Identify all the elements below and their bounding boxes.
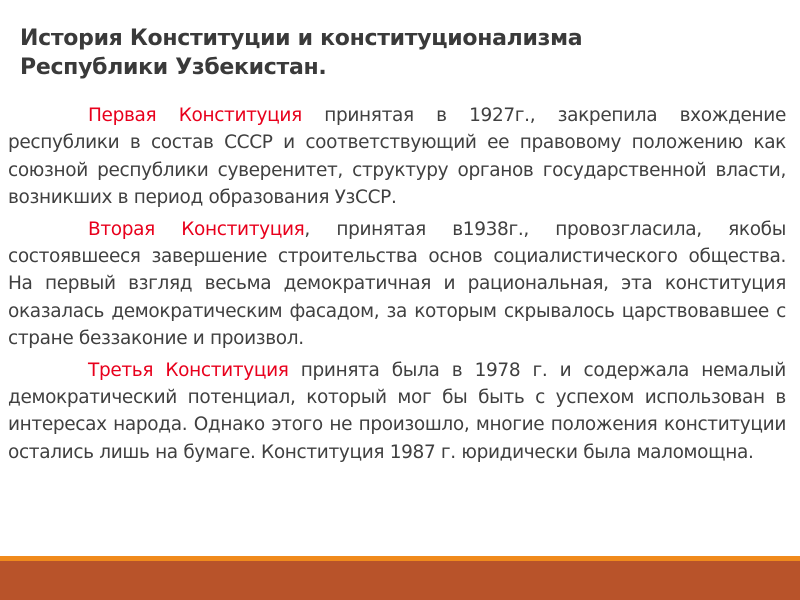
slide-title-line-2: Республики Узбекистан. [20, 55, 327, 80]
third-constitution-highlight: Третья Конституция [88, 359, 289, 381]
footer-band [0, 561, 800, 600]
slide-body [8, 102, 786, 466]
paragraph-second-constitution [8, 216, 786, 353]
second-constitution-highlight: Вторая Конституция [88, 218, 305, 240]
second-constitution-text: , принятая в1938г., провозгласила, якобы состоявшееся завершение строительства основ социалистического общества. На первый взгляд весьма демократичная и рациональная, эта конституция оказалась демократическим фасадом, за которым скрывалось царствовавшее с стране беззаконие и произвол. [8, 218, 786, 350]
paragraph-first-constitution [8, 102, 786, 212]
slide-title [20, 24, 780, 82]
third-constitution-text: принята была в 1978 г. и содержала немалый демократический потенциал, который мог бы быть с успехом использован в интересах народа. Однако этого не произошло, многие положения конституции остались лишь на бумаге. Конституция 1987 г. юридически была маломощна. [8, 359, 786, 463]
paragraph-third-constitution [8, 357, 786, 467]
first-constitution-highlight: Первая Конституция [88, 105, 302, 126]
slide-title-line-1: История Конституции и конституционализма [20, 26, 583, 51]
first-constitution-text: принятая в 1927г., закрепила вхождение республики в состав СССР и соответствующий ее правовому положению как союзной республики суверенитет, структуру органов государственной власти, возникших в период образования УзССР. [8, 105, 786, 209]
